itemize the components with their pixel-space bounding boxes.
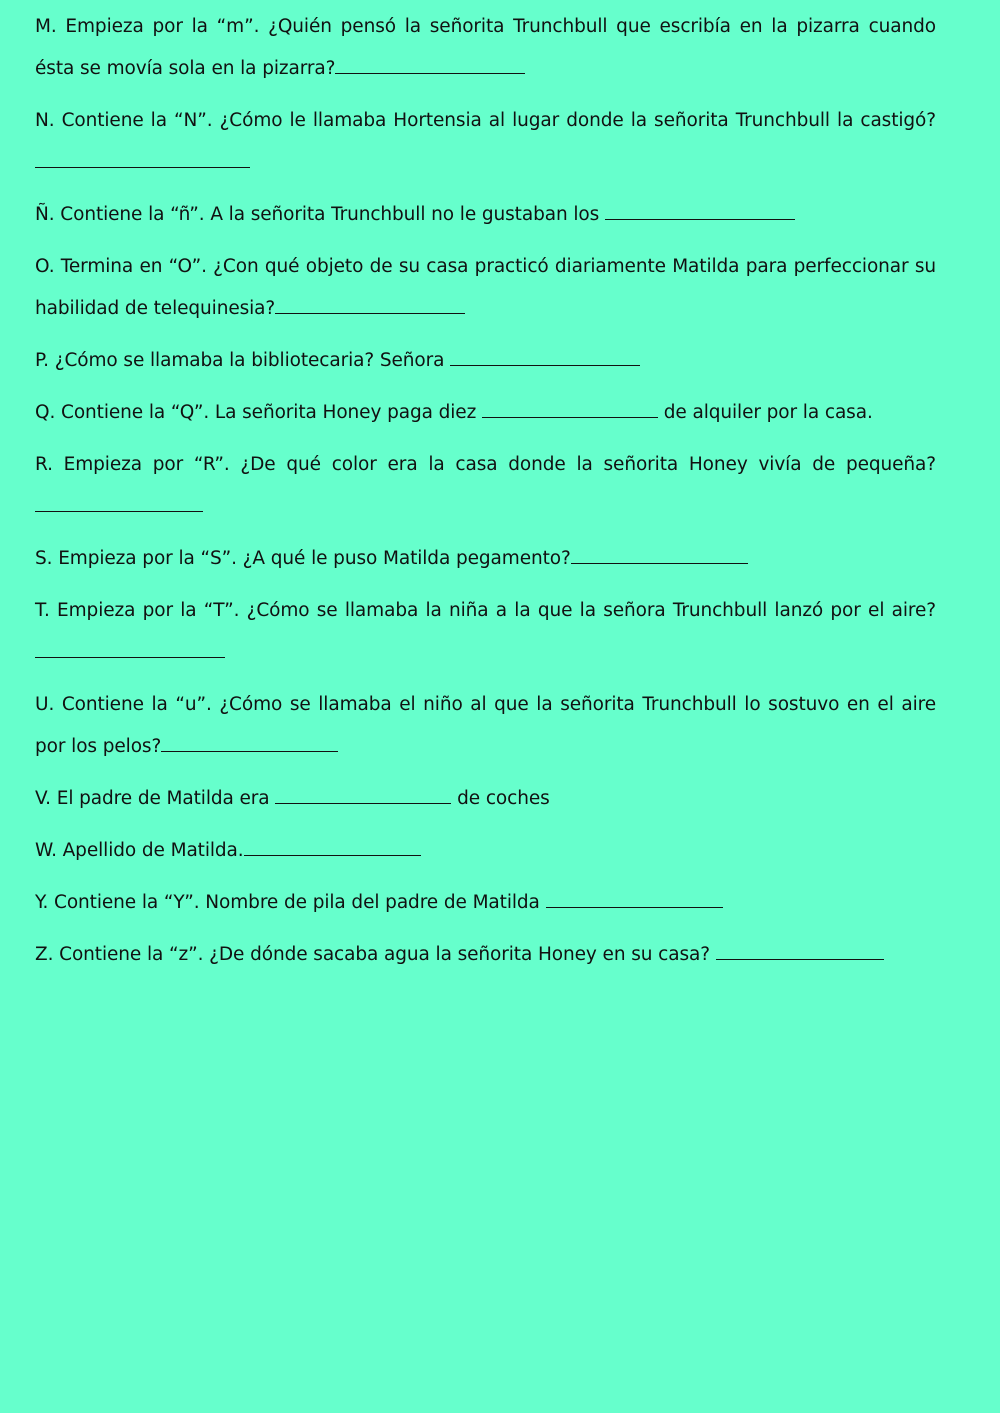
question-s: [35, 538, 936, 580]
question-text: W. Apellido de Matilda.: [35, 840, 244, 861]
answer-blank[interactable]: [275, 293, 465, 314]
question-text: U. Contiene la “u”. ¿Cómo se llamaba el niño al que la señorita Trunchbull lo sostuvo en el aire por los pelos?: [35, 694, 936, 757]
question-y: [35, 882, 936, 924]
question-u: [35, 684, 936, 768]
question-text: M. Empieza por la “m”. ¿Quién pensó la señorita Trunchbull que escribía en la pizarra cuando ésta se movía sola en la pizarra?: [35, 16, 936, 79]
answer-blank[interactable]: [716, 939, 884, 960]
question-text-after: de alquiler por la casa.: [657, 402, 873, 423]
question-q: [35, 392, 936, 434]
answer-blank[interactable]: [35, 637, 225, 658]
question-text: V. El padre de Matilda era: [35, 788, 276, 809]
question-m: [35, 6, 936, 90]
question-w: [35, 830, 936, 872]
question-r: [35, 444, 936, 528]
question-text: O. Termina en “O”. ¿Con qué objeto de su casa practicó diariamente Matilda para perfeccionar su habilidad de telequinesia?: [35, 256, 936, 319]
question-n: [35, 100, 936, 184]
question-o: [35, 246, 936, 330]
question-text: R. Empieza por “R”. ¿De qué color era la casa donde la señorita Honey vivía de pequeña?: [35, 454, 936, 475]
answer-blank[interactable]: [335, 53, 525, 74]
question-text: Z. Contiene la “z”. ¿De dónde sacaba agua la señorita Honey en su casa?: [35, 944, 716, 965]
question-text: N. Contiene la “N”. ¿Cómo le llamaba Hortensia al lugar donde la señorita Trunchbull la castigó?: [35, 110, 936, 131]
answer-blank[interactable]: [571, 543, 748, 564]
question-v: [35, 778, 936, 820]
question-text: P. ¿Cómo se llamaba la bibliotecaria? Señora: [35, 350, 451, 371]
question-t: [35, 590, 936, 674]
question-p: [35, 340, 936, 382]
question-enie: [35, 194, 936, 236]
question-text-after: de coches: [451, 788, 550, 809]
answer-blank[interactable]: [244, 835, 421, 856]
answer-blank[interactable]: [35, 491, 203, 512]
answer-blank[interactable]: [482, 397, 658, 418]
question-text: T. Empieza por la “T”. ¿Cómo se llamaba la niña a la que la señora Trunchbull lanzó por el aire?: [35, 600, 936, 621]
question-text: Ñ. Contiene la “ñ”. A la señorita Trunchbull no le gustaban los: [35, 204, 605, 225]
answer-blank[interactable]: [546, 887, 723, 908]
question-text: S. Empieza por la “S”. ¿A qué le puso Matilda pegamento?: [35, 548, 571, 569]
answer-blank[interactable]: [450, 345, 640, 366]
question-text: Q. Contiene la “Q”. La señorita Honey paga diez: [35, 402, 482, 423]
answer-blank[interactable]: [161, 731, 338, 752]
question-z: [35, 934, 936, 976]
question-text: Y. Contiene la “Y”. Nombre de pila del padre de Matilda: [35, 892, 546, 913]
answer-blank[interactable]: [605, 199, 795, 220]
answer-blank[interactable]: [35, 147, 250, 168]
answer-blank[interactable]: [275, 783, 451, 804]
